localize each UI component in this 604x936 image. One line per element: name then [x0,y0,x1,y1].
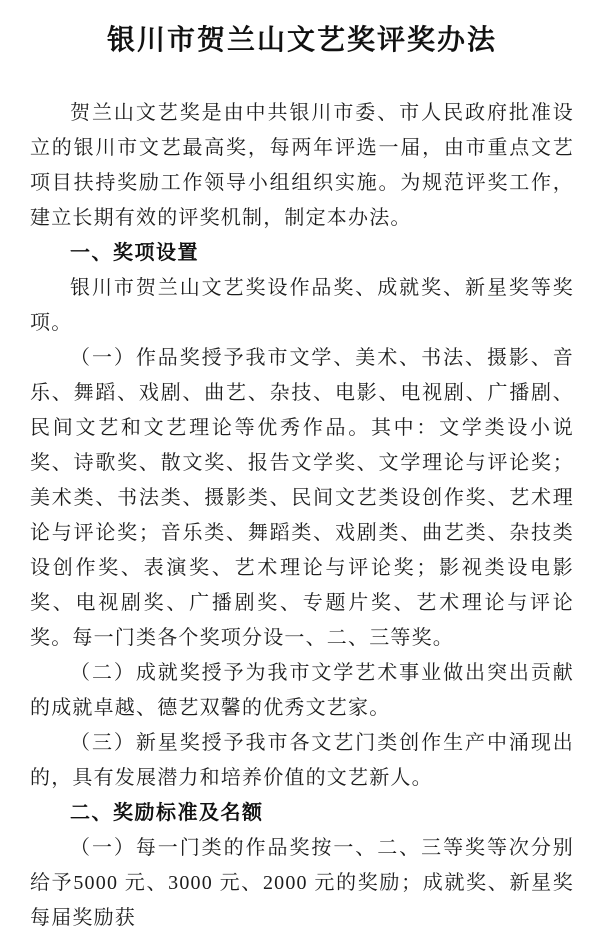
paragraph-reward-standard: （一）每一门类的作品奖按一、二、三等奖等次分别给予5000 元、3000 元、2000 元的奖励；成就奖、新星奖每届奖励获 [30,837,574,929]
section-heading-1: 一、奖项设置 [70,242,199,264]
document-title: 银川市贺兰山文艺奖评奖办法 [106,25,497,56]
paragraph-awards-overview: 银川市贺兰山文艺奖设作品奖、成就奖、新星奖等奖项。 [30,277,574,334]
section-heading-2: 二、奖励标准及名额 [70,802,264,824]
paragraph-newstar-award: （三）新星奖授予我市各文艺门类创作生产中涌现出的，具有发展潜力和培养价值的文艺新人。 [30,732,574,789]
paragraph-work-award: （一）作品奖授予我市文学、美术、书法、摄影、音乐、舞蹈、戏剧、曲艺、杂技、电影、电视剧、广播剧、民间文艺和文艺理论等优秀作品。其中：文学类设小说奖、诗歌奖、散文奖、报告文学奖、文学理论与评论奖；美术类、书法类、摄影类、民间文艺类设创作奖、艺术理论与评论奖；音乐类、舞蹈类、戏剧类、曲艺类、杂技类设创作奖、表演奖、艺术理论与评论奖；影视类设电影奖、电视剧奖、广播剧奖、专题片奖、艺术理论与评论奖。每一门类各个奖项分设一、二、三等奖。 [30,347,574,649]
document-body [30,96,574,936]
paragraph-intro: 贺兰山文艺奖是由中共银川市委、市人民政府批准设立的银川市文艺最高奖，每两年评选一届，由市重点文艺项目扶持奖励工作领导小组组织实施。为规范评奖工作，建立长期有效的评奖机制，制定本办法。 [30,102,574,229]
paragraph-achievement-award: （二）成就奖授予为我市文学艺术事业做出突出贡献的成就卓越、德艺双馨的优秀文艺家。 [30,662,574,719]
